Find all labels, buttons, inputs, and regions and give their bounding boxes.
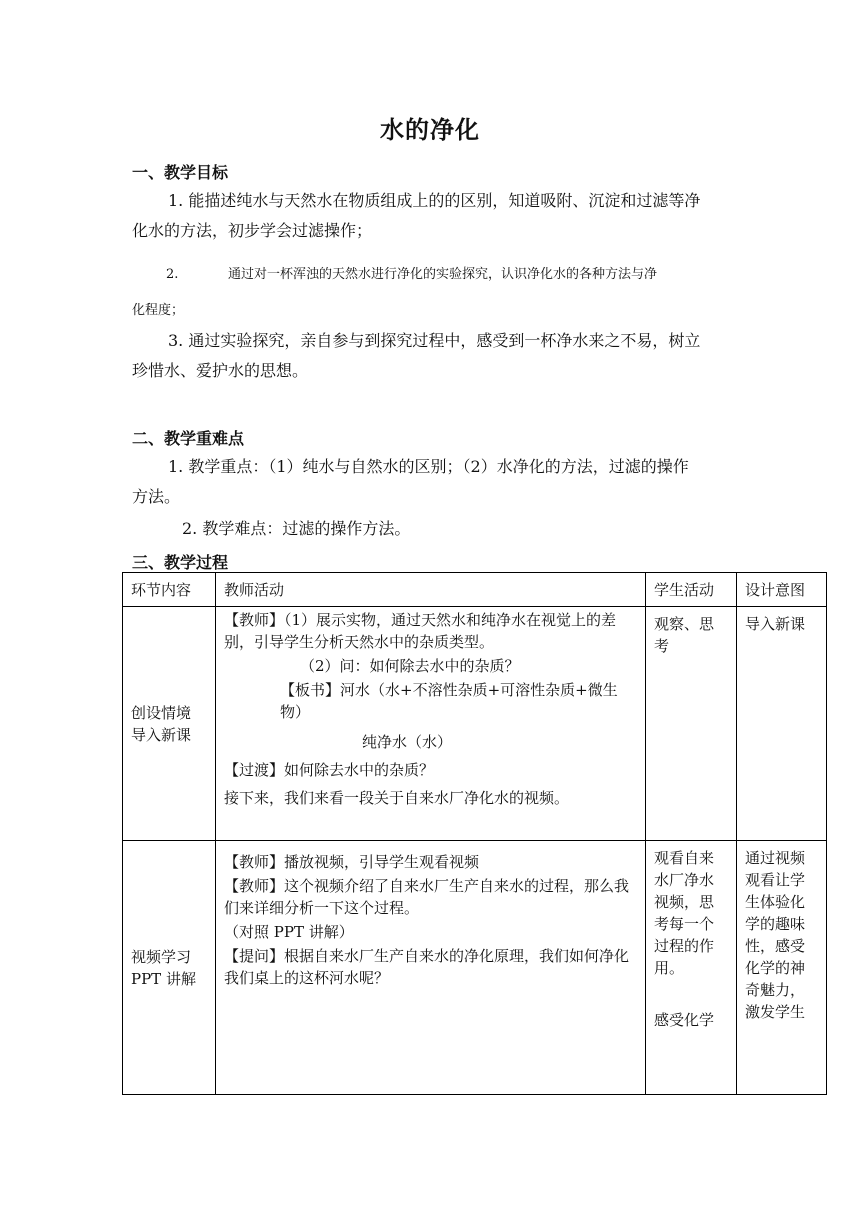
objective-3-line-2: 珍惜水、爱护水的思想。 (132, 361, 309, 380)
teacher-activity-3: （对照 PPT 讲解） (224, 923, 354, 941)
teacher-activity-5: 【过渡】如何除去水中的杂质？ (224, 761, 435, 779)
stage-line-2: PPT 讲解 (131, 969, 196, 988)
header-teacher-activity: 教师活动 (216, 573, 646, 607)
key-point-2: 2. 教学难点：过滤的操作方法。 (182, 519, 411, 538)
teaching-process-table (122, 572, 827, 1095)
stage-line-1: 创设情境 (131, 703, 192, 722)
table-row (123, 607, 827, 841)
teacher-activity-1: 【教师】播放视频，引导学生观看视频 (224, 853, 480, 871)
table-row (123, 841, 827, 1095)
header-stage: 环节内容 (123, 573, 216, 607)
document-title: 水的净化 (380, 115, 480, 144)
teacher-activity-cell (216, 607, 646, 841)
section-heading-key-points: 二、教学重难点 (132, 429, 245, 448)
student-activity-1: 观看自来水厂净水视频，思考每一个过程的作用。 (654, 849, 715, 977)
student-activity-cell (646, 841, 737, 1095)
objective-2-line-2: 化程度； (132, 303, 185, 318)
design-intent-cell: 通过视频观看让学生体验化学的趣味性，感受化学的神奇魅力，激发学生 (737, 841, 827, 1095)
teacher-activity-4: 【提问】根据自来水厂生产自来水的净化原理，我们如何净化我们桌上的这杯河水呢？ (224, 947, 630, 987)
stage-line-2: 导入新课 (131, 725, 192, 744)
objective-2-number: 2. (166, 267, 179, 282)
key-point-1-line-2: 方法。 (132, 487, 181, 506)
section-heading-objectives: 一、教学目标 (132, 163, 229, 182)
teacher-activity-2: 【教师】这个视频介绍了自来水厂生产自来水的过程，那么我们来详细分析一下这个过程。 (224, 877, 630, 917)
header-student-activity: 学生活动 (646, 573, 737, 607)
objective-1-line-1: 1. 能描述纯水与天然水在物质组成上的的区别，知道吸附、沉淀和过滤等净 (168, 191, 701, 210)
student-activity-cell: 观察、思考 (646, 607, 737, 841)
key-point-1-line-1: 1. 教学重点：（1）纯水与自然水的区别；（2）水净化的方法，过滤的操作 (168, 457, 689, 476)
header-design-intent: 设计意图 (737, 573, 827, 607)
teacher-activity-4: 纯净水（水） (362, 733, 453, 751)
stage-cell (123, 841, 216, 1095)
teacher-activity-3: 【板书】河水（水+不溶性杂质+可溶性杂质+微生物） (280, 681, 618, 721)
student-activity-2: 感受化学 (654, 1011, 715, 1029)
stage-cell (123, 607, 216, 841)
section-heading-process: 三、教学过程 (132, 553, 229, 572)
design-intent-cell: 导入新课 (737, 607, 827, 841)
objective-3-line-1: 3. 通过实验探究，亲自参与到探究过程中，感受到一杯净水来之不易，树立 (168, 331, 701, 350)
objective-1-line-2: 化水的方法，初步学会过滤操作； (132, 221, 373, 240)
teacher-activity-cell (216, 841, 646, 1095)
table-header-row (123, 573, 827, 607)
objective-2-line-1: 通过对一杯浑浊的天然水进行净化的实验探究，认识净化水的各种方法与净 (228, 267, 658, 282)
teacher-activity-6: 接下来，我们来看一段关于自来水厂净化水的视频。 (224, 789, 570, 807)
teacher-activity-2: （2）问：如何除去水中的杂质？ (300, 657, 520, 675)
teacher-activity-1: 【教师】（1）展示实物，通过天然水和纯净水在视觉上的差别，引导学生分析天然水中的杂质类型。 (224, 611, 617, 651)
stage-line-1: 视频学习 (131, 947, 192, 966)
